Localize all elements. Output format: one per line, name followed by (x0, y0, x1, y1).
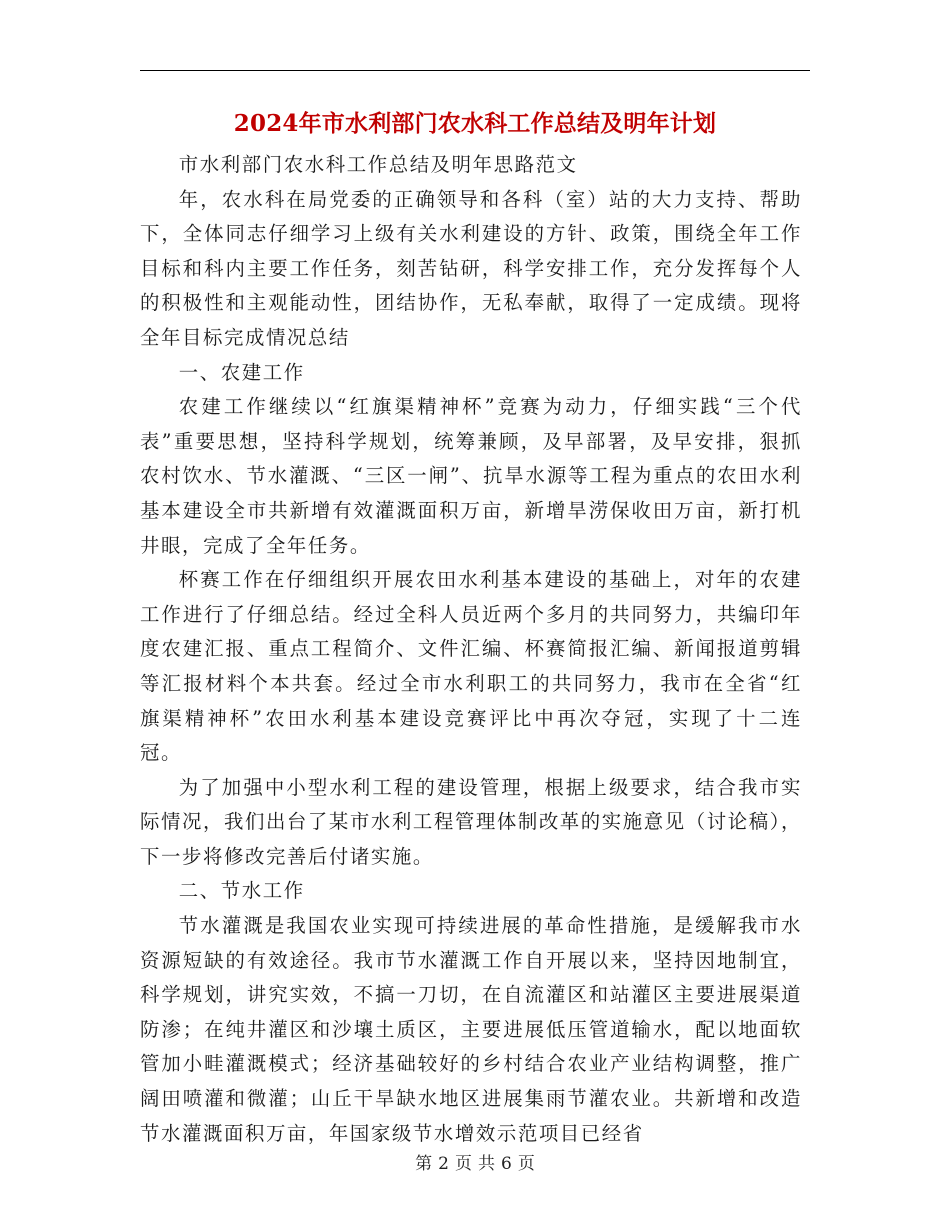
page-footer (0, 1152, 950, 1176)
body-paragraph: 节水灌溉是我国农业实现可持续进展的革命性措施，是缓解我市水资源短缺的有效途径。我市节水灌溉工作自开展以来，坚持因地制宜，科学规划，讲究实效，不搞一刀切，在自流灌区和站灌区主要进展渠道防渗；在纯井灌区和沙壤土质区，主要进展低压管道输水，配以地面软管加小畦灌溉模式；经济基础较好的乡村结合农业产业结构调整，推广阔田喷灌和微灌；山丘干旱缺水地区进展集雨节灌农业。共新增和改造节水灌溉面积万亩，年国家级节水增效示范项目已经省 (140, 914, 802, 1145)
page-number-current: 2 (438, 1154, 449, 1174)
section-heading-water-saving: 二、节水工作 (178, 879, 305, 903)
document-body (140, 148, 802, 1151)
section-heading-agricultural-construction: 一、农建工作 (178, 360, 305, 384)
page-suffix: 页 (517, 1154, 535, 1174)
page-number-total: 6 (501, 1154, 512, 1174)
header-rule (140, 70, 810, 71)
page-total-prefix: 共 (478, 1154, 495, 1174)
document-title: 2024年市水利部门农水科工作总结及明年计划 (233, 110, 717, 137)
page-prefix: 第 (415, 1154, 433, 1174)
intro-paragraph: 年，农水科在局党委的正确领导和各科（室）站的大力支持、帮助下，全体同志仔细学习上级有关水利建设的方针、政策，围绕全年工作目标和科内主要工作任务，刻苦钻研，科学安排工作，充分发挥每个人的积极性和主观能动性，团结协作，无私奉献，取得了一定成绩。现将全年目标完成情况总结 (140, 187, 802, 349)
body-paragraph: 农建工作继续以“红旗渠精神杯”竞赛为动力，仔细实践“三个代表”重要思想，坚持科学规划，统筹兼顾，及早部署，及早安排，狠抓农村饮水、节水灌溉、“三区一闸”、抗旱水源等工程为重点的农田水利基本建设全市共新增有效灌溉面积万亩，新增旱涝保收田万亩，新打机井眼，完成了全年任务。 (140, 395, 802, 557)
subtitle-paragraph: 市水利部门农水科工作总结及明年思路范文 (178, 153, 578, 176)
page-mid: 页 (455, 1154, 472, 1174)
body-paragraph: 为了加强中小型水利工程的建设管理，根据上级要求，结合我市实际情况，我们出台了某市水利工程管理体制改革的实施意见（讨论稿），下一步将修改完善后付诸实施。 (140, 775, 802, 868)
body-paragraph: 杯赛工作在仔细组织开展农田水利基本建设的基础上，对年的农建工作进行了仔细总结。经过全科人员近两个多月的共同努力，共编印年度农建汇报、重点工程简介、文件汇编、杯赛简报汇编、新闻报道剪辑等汇报材料个本共套。经过全市水利职工的共同努力，我市在全省“红旗渠精神杯”农田水利基本建设竞赛评比中再次夺冠，实现了十二连冠。 (140, 568, 802, 765)
